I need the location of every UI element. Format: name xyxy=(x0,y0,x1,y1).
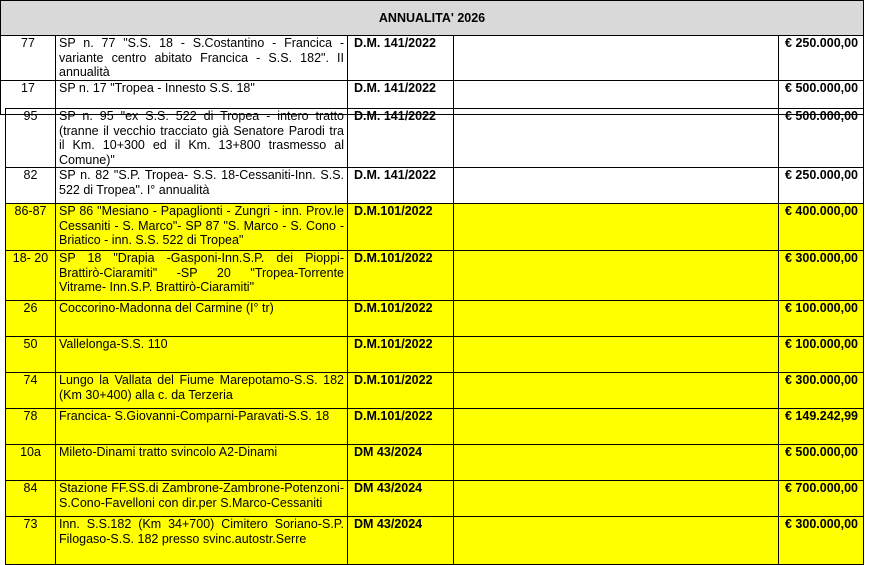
road-description: SP 86 "Mesiano - Papaglionti - Zungri - inn. Prov.le Cessaniti - S. Marco"- SP 87 "S. Marco - S. Cono - Briatico - inn. S.S. 522 di Tropea" xyxy=(56,204,348,251)
road-number: 95 xyxy=(6,109,56,168)
empty-cell xyxy=(454,481,779,517)
road-number: 17 xyxy=(1,80,56,114)
road-description: Francica- S.Giovanni-Comparni-Paravati-S.S. 18 xyxy=(56,409,348,445)
table-row xyxy=(6,109,864,168)
road-description: SP n. 95 "ex S.S. 522 di Tropea - intero tratto (tranne il vecchio tracciato già Senatore Parodi tra il Km. 10+300 ed il Km. 13+800 trasmesso al Comune)" xyxy=(56,109,348,168)
empty-cell xyxy=(454,204,779,251)
road-number: 10a xyxy=(6,445,56,481)
amount: € 100.000,00 xyxy=(779,301,864,337)
empty-cell xyxy=(454,373,779,409)
table-title: ANNUALITA' 2026 xyxy=(1,1,864,36)
road-description: Coccorino-Madonna del Carmine (I° tr) xyxy=(56,301,348,337)
amount: € 500.000,00 xyxy=(779,445,864,481)
road-number: 84 xyxy=(6,481,56,517)
amount: € 700.000,00 xyxy=(779,481,864,517)
decree: D.M.101/2022 xyxy=(348,409,454,445)
table-row xyxy=(1,36,864,81)
road-description: Vallelonga-S.S. 110 xyxy=(56,337,348,373)
empty-cell xyxy=(454,337,779,373)
road-number: 86-87 xyxy=(6,204,56,251)
table-row xyxy=(6,445,864,481)
road-description: SP n. 77 "S.S. 18 - S.Costantino - Francica -variante centro abitato Francica - S.S. 182". II annualità xyxy=(56,36,348,81)
amount: € 100.000,00 xyxy=(779,337,864,373)
road-description: SP n. 82 "S.P. Tropea- S.S. 18-Cessaniti-Inn. S.S. 522 di Tropea". I° annualità xyxy=(56,168,348,204)
amount: € 149.242,99 xyxy=(779,409,864,445)
empty-cell xyxy=(454,517,779,565)
road-description: Inn. S.S.182 (Km 34+700) Cimitero Soriano-S.P. Filogaso-S.S. 182 presso svinc.autostr.Serre xyxy=(56,517,348,565)
amount: € 250.000,00 xyxy=(779,36,864,81)
road-description: Lungo la Vallata del Fiume Marepotamo-S.S. 182 (Km 30+400) alla c. da Terzeria xyxy=(56,373,348,409)
annuality-table-main xyxy=(5,108,864,565)
road-number: 50 xyxy=(6,337,56,373)
empty-cell xyxy=(454,168,779,204)
amount: € 250.000,00 xyxy=(779,168,864,204)
decree: D.M. 141/2022 xyxy=(348,109,454,168)
table-row xyxy=(6,409,864,445)
decree: D.M.101/2022 xyxy=(348,251,454,301)
decree: DM 43/2024 xyxy=(348,517,454,565)
empty-cell xyxy=(454,109,779,168)
decree: D.M. 141/2022 xyxy=(348,36,454,81)
table-row xyxy=(6,251,864,301)
table-row xyxy=(6,301,864,337)
table-row xyxy=(6,481,864,517)
amount: € 300.000,00 xyxy=(779,517,864,565)
table-row xyxy=(6,373,864,409)
empty-cell xyxy=(454,251,779,301)
road-number: 73 xyxy=(6,517,56,565)
amount: € 500.000,00 xyxy=(779,80,864,114)
empty-cell xyxy=(454,409,779,445)
amount: € 400.000,00 xyxy=(779,204,864,251)
amount: € 500.000,00 xyxy=(779,109,864,168)
table-row xyxy=(6,337,864,373)
road-description: Mileto-Dinami tratto svincolo A2-Dinami xyxy=(56,445,348,481)
road-description: SP 18 "Drapia -Gasponi-Inn.S.P. dei Pioppi-Brattirò-Ciaramiti" -SP 20 "Tropea-Torrente Vitrame- Inn.S.P. Brattirò-Ciaramiti" xyxy=(56,251,348,301)
decree: DM 43/2024 xyxy=(348,481,454,517)
decree: DM 43/2024 xyxy=(348,445,454,481)
road-description: Stazione FF.SS.di Zambrone-Zambrone-Potenzoni-S.Cono-Favelloni con dir.per S.Marco-Cessaniti xyxy=(56,481,348,517)
empty-cell xyxy=(454,301,779,337)
annuality-table-top xyxy=(0,0,864,115)
empty-cell xyxy=(454,36,779,81)
amount: € 300.000,00 xyxy=(779,373,864,409)
road-number: 78 xyxy=(6,409,56,445)
road-number: 18- 20 xyxy=(6,251,56,301)
table-row xyxy=(6,204,864,251)
empty-cell xyxy=(454,445,779,481)
road-number: 74 xyxy=(6,373,56,409)
road-description: SP n. 17 "Tropea - Innesto S.S. 18" xyxy=(56,80,348,114)
decree: D.M.101/2022 xyxy=(348,204,454,251)
decree: D.M.101/2022 xyxy=(348,337,454,373)
road-number: 82 xyxy=(6,168,56,204)
amount: € 300.000,00 xyxy=(779,251,864,301)
table-row xyxy=(6,168,864,204)
decree: D.M. 141/2022 xyxy=(348,80,454,114)
road-number: 77 xyxy=(1,36,56,81)
road-number: 26 xyxy=(6,301,56,337)
table-row xyxy=(6,517,864,565)
table-header-row xyxy=(1,1,864,36)
decree: D.M.101/2022 xyxy=(348,373,454,409)
decree: D.M.101/2022 xyxy=(348,301,454,337)
decree: D.M. 141/2022 xyxy=(348,168,454,204)
